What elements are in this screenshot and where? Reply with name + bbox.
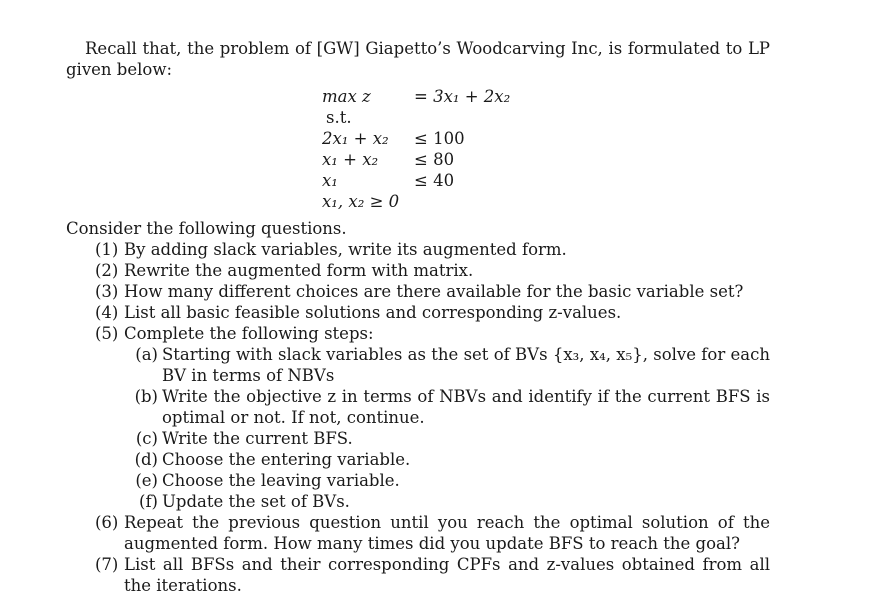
questions-list (66, 239, 770, 596)
subject-to-label: s.t. (326, 108, 352, 127)
question-text: List all BFSs and their corresponding CPFs and z-values obtained from all the iterations. (124, 555, 770, 595)
question-text: Rewrite the augmented form with matrix. (124, 261, 474, 280)
lp-formulation (322, 86, 770, 212)
question-item (66, 281, 770, 302)
step-item (66, 470, 770, 491)
step-text: Starting with slack variables as the set of BVs {x₃, x₄, x₅}, solve for each BV in terms of NBVs (162, 345, 770, 385)
step-text: Choose the leaving variable. (162, 471, 400, 490)
step-item (66, 491, 770, 512)
step-text: Write the current BFS. (162, 429, 353, 448)
question-number: (7) (95, 555, 119, 574)
question-number: (4) (95, 303, 119, 322)
question-item (66, 302, 770, 323)
objective-expression: = 3x₁ + 2x₂ (414, 87, 511, 106)
constraint-rhs: ≤ 80 (414, 150, 455, 169)
question-item (66, 239, 770, 260)
consider-heading: Consider the following questions. (66, 219, 347, 238)
step-label: (a) (135, 345, 158, 364)
step-item (66, 344, 770, 386)
question-item (66, 260, 770, 281)
question-number: (3) (95, 282, 119, 301)
step-label: (e) (135, 471, 158, 490)
question-text: How many different choices are there available for the basic variable set? (124, 282, 744, 301)
question-number: (6) (95, 513, 119, 532)
question-number: (1) (95, 240, 119, 259)
question-number: (5) (95, 324, 119, 343)
intro-paragraph: Recall that, the problem of [GW] Giapetto’s Woodcarving Inc, is formulated to LP given below: (66, 39, 770, 79)
step-text: Choose the entering variable. (162, 450, 411, 469)
constraint-lhs: x₁ + x₂ (322, 150, 379, 169)
step-label: (d) (134, 450, 158, 469)
step-label: (b) (134, 387, 158, 406)
question-item (66, 554, 770, 596)
constraint-lhs: 2x₁ + x₂ (322, 129, 389, 148)
constraint-rhs: ≤ 40 (414, 171, 455, 190)
question-text: Complete the following steps: (124, 324, 374, 343)
step-item (66, 386, 770, 428)
step-item (66, 428, 770, 449)
steps-list (124, 344, 770, 512)
question-number: (2) (95, 261, 119, 280)
question-item (66, 323, 770, 512)
problem-page (66, 38, 770, 596)
question-text: List all basic feasible solutions and corresponding z-values. (124, 303, 622, 322)
question-text: Repeat the previous question until you reach the optimal solution of the augmented form. How many times did you update BFS to reach the goal? (124, 513, 770, 553)
step-label: (c) (135, 429, 158, 448)
objective-label: max z (322, 87, 371, 106)
constraint-lhs: x₁ (322, 171, 338, 190)
step-item (66, 449, 770, 470)
question-text: By adding slack variables, write its augmented form. (124, 240, 567, 259)
question-item (66, 512, 770, 554)
constraint-rhs: ≤ 100 (414, 129, 465, 148)
step-text: Update the set of BVs. (162, 492, 350, 511)
step-label: (f) (139, 492, 158, 511)
step-text: Write the objective z in terms of NBVs and identify if the current BFS is optimal or not. If not, continue. (162, 387, 770, 427)
nonnegativity-constraint: x₁, x₂ ≥ 0 (322, 192, 400, 211)
